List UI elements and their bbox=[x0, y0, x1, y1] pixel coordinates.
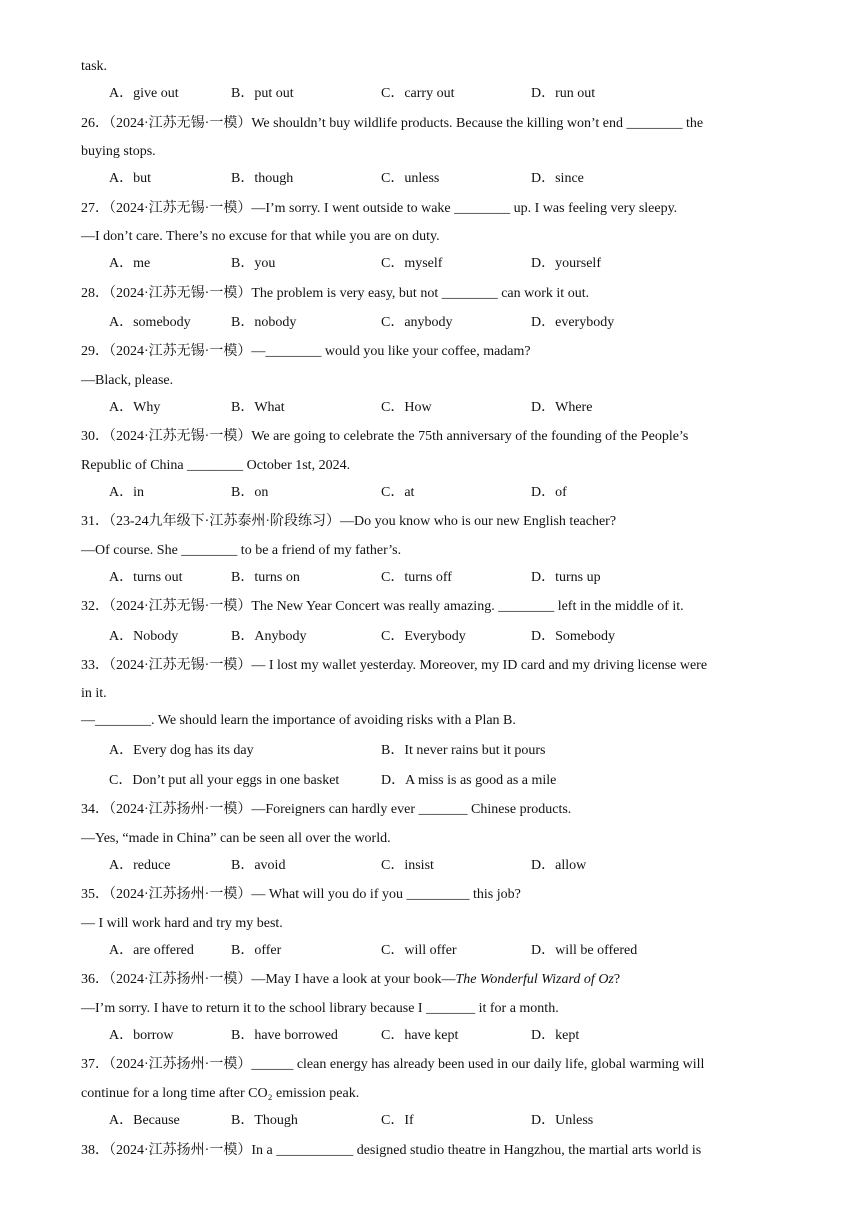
question-stem: —May I have a look at your book— bbox=[251, 972, 456, 987]
question-number: 26． bbox=[81, 116, 109, 131]
option-d[interactable]: D．turns up bbox=[531, 570, 601, 585]
question-source: （2024·江苏无锡·一模） bbox=[109, 286, 252, 301]
question-stem: We are going to celebrate the 75th anniversary of the founding of the People’s bbox=[251, 429, 689, 444]
question-29-continuation: —Black, please. bbox=[81, 373, 174, 388]
question-number: 31． bbox=[81, 514, 109, 529]
question-source: （2024·江苏无锡·一模） bbox=[109, 116, 252, 131]
question-37 bbox=[81, 1055, 771, 1075]
question-35-continuation: — I will work hard and try my best. bbox=[81, 916, 283, 931]
question-stem: —Do you know who is our new English teacher? bbox=[340, 514, 617, 529]
option-b[interactable]: B．Anybody bbox=[231, 629, 307, 644]
question-number: 35． bbox=[81, 887, 109, 902]
question-32 bbox=[81, 597, 771, 617]
question-source: （2024·江苏无锡·一模） bbox=[109, 344, 252, 359]
question-stem: The problem is very easy, but not ________ can work it out. bbox=[251, 286, 590, 301]
option-c[interactable]: C．will offer bbox=[381, 943, 457, 958]
book-title: The Wonderful Wizard of Oz bbox=[455, 972, 614, 987]
option-b[interactable]: B．What bbox=[231, 400, 285, 415]
option-d[interactable]: D．run out bbox=[531, 86, 596, 101]
option-a[interactable]: A．Because bbox=[109, 1113, 180, 1128]
question-26-continuation: buying stops. bbox=[81, 144, 156, 159]
question-number: 38． bbox=[81, 1143, 109, 1158]
question-stem: —Foreigners can hardly ever _______ Chinese products. bbox=[251, 802, 572, 817]
option-d[interactable]: D．Unless bbox=[531, 1113, 594, 1128]
question-30-continuation: Republic of China ________ October 1st, 2024. bbox=[81, 458, 351, 473]
option-c[interactable]: C．turns off bbox=[381, 570, 452, 585]
q32-options bbox=[81, 627, 771, 647]
option-d[interactable]: D．allow bbox=[531, 858, 587, 873]
option-a[interactable]: A．give out bbox=[109, 86, 179, 101]
question-36 bbox=[81, 970, 771, 990]
option-c[interactable]: C．unless bbox=[381, 171, 440, 186]
question-source: （2024·江苏扬州·一模） bbox=[109, 1057, 252, 1072]
question-source: （2024·江苏扬州·一模） bbox=[109, 972, 252, 987]
option-a[interactable]: A．me bbox=[109, 256, 151, 271]
option-a[interactable]: A．Every dog has its day bbox=[109, 743, 254, 758]
option-b[interactable]: B．nobody bbox=[231, 315, 297, 330]
option-a[interactable]: A．borrow bbox=[109, 1028, 174, 1043]
option-b[interactable]: B．have borrowed bbox=[231, 1028, 338, 1043]
question-stem: — What will you do if you _________ this job? bbox=[251, 887, 521, 902]
question-number: 27． bbox=[81, 201, 109, 216]
option-b[interactable]: B．you bbox=[231, 256, 276, 271]
q33-options-row-1 bbox=[81, 741, 771, 761]
question-source: （2024·江苏扬州·一模） bbox=[109, 802, 252, 817]
q33-options-row-2 bbox=[81, 771, 771, 791]
option-b[interactable]: B．Though bbox=[231, 1113, 298, 1128]
question-source: （2024·江苏无锡·一模） bbox=[109, 429, 252, 444]
question-number: 30． bbox=[81, 429, 109, 444]
q28-options bbox=[81, 313, 771, 333]
question-source: （2024·江苏无锡·一模） bbox=[109, 658, 252, 673]
option-b[interactable]: B．though bbox=[231, 171, 294, 186]
question-stem: We shouldn’t buy wildlife products. Because the killing won’t end ________ the bbox=[251, 116, 704, 131]
option-d[interactable]: D．of bbox=[531, 485, 567, 500]
question-36-continuation: —I’m sorry. I have to return it to the school library because I _______ it for a month. bbox=[81, 1001, 559, 1016]
question-number: 28． bbox=[81, 286, 109, 301]
question-number: 37． bbox=[81, 1057, 109, 1072]
option-c[interactable]: C．Don’t put all your eggs in one basket bbox=[109, 773, 340, 788]
option-a[interactable]: A．Why bbox=[109, 400, 161, 415]
option-c[interactable]: C．How bbox=[381, 400, 432, 415]
option-b[interactable]: B．avoid bbox=[231, 858, 286, 873]
q26-options bbox=[81, 169, 771, 189]
question-35 bbox=[81, 885, 771, 905]
option-a[interactable]: A．reduce bbox=[109, 858, 171, 873]
q27-options bbox=[81, 254, 771, 274]
option-c[interactable]: C．Everybody bbox=[381, 629, 466, 644]
option-a[interactable]: A．somebody bbox=[109, 315, 191, 330]
q31-options bbox=[81, 568, 771, 588]
question-33-continuation: in it. bbox=[81, 686, 107, 701]
question-stem: —________ would you like your coffee, madam? bbox=[251, 344, 531, 359]
q35-options bbox=[81, 941, 771, 961]
question-number: 36． bbox=[81, 972, 109, 987]
option-d[interactable]: D．since bbox=[531, 171, 584, 186]
option-b[interactable]: B．turns on bbox=[231, 570, 300, 585]
question-stem-end: ? bbox=[613, 972, 621, 987]
option-b[interactable]: B．put out bbox=[231, 86, 294, 101]
option-d[interactable]: D．Where bbox=[531, 400, 593, 415]
question-31 bbox=[81, 512, 771, 532]
question-number: 32． bbox=[81, 599, 109, 614]
option-c[interactable]: C．anybody bbox=[381, 315, 453, 330]
question-28 bbox=[81, 284, 771, 304]
question-31-continuation: —Of course. She ________ to be a friend of my father’s. bbox=[81, 543, 402, 558]
question-stem: — I lost my wallet yesterday. Moreover, my ID card and my driving license were bbox=[251, 658, 708, 673]
question-source: （2024·江苏无锡·一模） bbox=[109, 599, 252, 614]
q37-options bbox=[81, 1111, 771, 1131]
question-38 bbox=[81, 1141, 771, 1161]
option-c[interactable]: C．insist bbox=[381, 858, 434, 873]
option-c[interactable]: C．at bbox=[381, 485, 415, 500]
option-a[interactable]: A．but bbox=[109, 171, 151, 186]
option-a[interactable]: A．turns out bbox=[109, 570, 183, 585]
question-source: （2024·江苏扬州·一模） bbox=[109, 1143, 252, 1158]
question-stem: —I’m sorry. I went outside to wake ________ up. I was feeling very sleepy. bbox=[251, 201, 678, 216]
option-b[interactable]: B．on bbox=[231, 485, 269, 500]
option-d[interactable]: D．yourself bbox=[531, 256, 601, 271]
option-d[interactable]: D．kept bbox=[531, 1028, 580, 1043]
carryover-text: task. bbox=[81, 59, 108, 74]
question-37-continuation: continue for a long time after CO₂ emission peak. bbox=[81, 1086, 360, 1101]
question-34 bbox=[81, 800, 771, 820]
question-27-continuation: —I don’t care. There’s no excuse for that while you are on duty. bbox=[81, 229, 440, 244]
question-number: 29． bbox=[81, 344, 109, 359]
question-27 bbox=[81, 199, 771, 219]
option-b[interactable]: B．offer bbox=[231, 943, 282, 958]
question-number: 34． bbox=[81, 802, 109, 817]
option-a[interactable]: A．in bbox=[109, 485, 144, 500]
question-source: （2024·江苏无锡·一模） bbox=[109, 201, 252, 216]
question-source: （2024·江苏扬州·一模） bbox=[109, 887, 252, 902]
option-d[interactable]: D．everybody bbox=[531, 315, 615, 330]
question-33-response: —________. We should learn the importance of avoiding risks with a Plan B. bbox=[81, 713, 516, 728]
question-29 bbox=[81, 342, 771, 362]
question-26 bbox=[81, 114, 771, 134]
option-c[interactable]: C．If bbox=[381, 1113, 414, 1128]
q29-options bbox=[81, 398, 771, 418]
question-stem: The New Year Concert was really amazing. ________ left in the middle of it. bbox=[251, 599, 684, 614]
q36-options bbox=[81, 1026, 771, 1046]
question-33 bbox=[81, 656, 771, 676]
option-b[interactable]: B．It never rains but it pours bbox=[381, 743, 546, 758]
question-34-continuation: —Yes, “made in China” can be seen all over the world. bbox=[81, 831, 391, 846]
question-number: 33． bbox=[81, 658, 109, 673]
question-stem: In a ___________ designed studio theatre in Hangzhou, the martial arts world is bbox=[251, 1143, 702, 1158]
option-c[interactable]: C．myself bbox=[381, 256, 443, 271]
q25-options bbox=[81, 84, 771, 104]
q34-options bbox=[81, 856, 771, 876]
option-d[interactable]: D．Somebody bbox=[531, 629, 615, 644]
option-c[interactable]: C．carry out bbox=[381, 86, 455, 101]
q30-options bbox=[81, 483, 771, 503]
option-c[interactable]: C．have kept bbox=[381, 1028, 459, 1043]
question-30 bbox=[81, 427, 771, 447]
question-stem: ______ clean energy has already been used in our daily life, global warming will bbox=[251, 1057, 705, 1072]
option-a[interactable]: A．are offered bbox=[109, 943, 194, 958]
option-a[interactable]: A．Nobody bbox=[109, 629, 179, 644]
option-d[interactable]: D．will be offered bbox=[531, 943, 638, 958]
question-source: （23-24九年级下·江苏泰州·阶段练习） bbox=[109, 514, 340, 529]
option-d[interactable]: D．A miss is as good as a mile bbox=[381, 773, 557, 788]
